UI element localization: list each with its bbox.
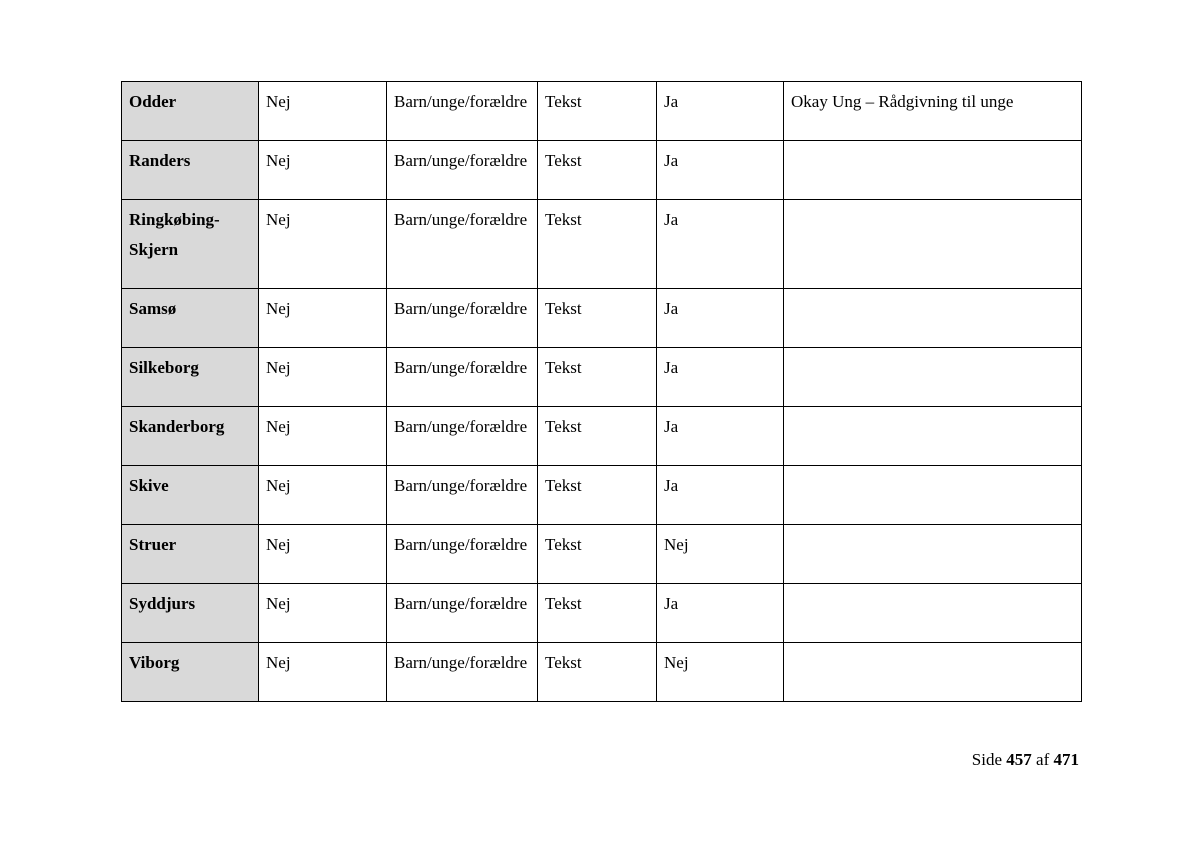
table-cell: Nej — [259, 141, 387, 200]
table-row — [122, 200, 1082, 289]
target-group-cell: Barn/unge/forældre — [387, 525, 538, 584]
table-cell: Nej — [259, 466, 387, 525]
table-row — [122, 525, 1082, 584]
table-cell: Ja — [657, 584, 784, 643]
target-group-cell: Barn/unge/forældre — [387, 466, 538, 525]
table-cell: Nej — [259, 407, 387, 466]
table-row — [122, 407, 1082, 466]
table-row — [122, 643, 1082, 702]
note-cell — [784, 200, 1082, 289]
target-group-cell: Barn/unge/forældre — [387, 289, 538, 348]
target-group-cell: Barn/unge/forældre — [387, 141, 538, 200]
table-cell: Nej — [259, 82, 387, 141]
table-cell: Nej — [259, 200, 387, 289]
table-cell: Ja — [657, 466, 784, 525]
municipality-cell: Syddjurs — [122, 584, 259, 643]
table-cell: Ja — [657, 289, 784, 348]
format-cell: Tekst — [538, 348, 657, 407]
municipality-table — [121, 81, 1082, 702]
table-row — [122, 348, 1082, 407]
municipality-cell: Silkeborg — [122, 348, 259, 407]
note-cell — [784, 348, 1082, 407]
note-cell — [784, 141, 1082, 200]
format-cell: Tekst — [538, 643, 657, 702]
municipality-cell: Samsø — [122, 289, 259, 348]
table-cell: Nej — [259, 525, 387, 584]
table-cell: Ja — [657, 200, 784, 289]
table-cell: Nej — [657, 525, 784, 584]
format-cell: Tekst — [538, 200, 657, 289]
target-group-cell: Barn/unge/forældre — [387, 643, 538, 702]
target-group-cell: Barn/unge/forældre — [387, 407, 538, 466]
table-cell: Nej — [259, 289, 387, 348]
table-row — [122, 82, 1082, 141]
municipality-cell: Randers — [122, 141, 259, 200]
table-cell: Nej — [259, 584, 387, 643]
note-cell: Okay Ung – Rådgivning til unge — [784, 82, 1082, 141]
note-cell — [784, 466, 1082, 525]
format-cell: Tekst — [538, 82, 657, 141]
target-group-cell: Barn/unge/forældre — [387, 82, 538, 141]
total-page-count: 471 — [1053, 750, 1079, 769]
target-group-cell: Barn/unge/forældre — [387, 584, 538, 643]
table-cell: Nej — [259, 643, 387, 702]
municipality-cell: Skive — [122, 466, 259, 525]
page-label: Side — [971, 750, 1003, 769]
format-cell: Tekst — [538, 584, 657, 643]
table-cell: Ja — [657, 348, 784, 407]
table-cell: Ja — [657, 82, 784, 141]
page-separator: af — [1036, 750, 1050, 769]
table-row — [122, 584, 1082, 643]
municipality-cell: Odder — [122, 82, 259, 141]
note-cell — [784, 289, 1082, 348]
format-cell: Tekst — [538, 407, 657, 466]
format-cell: Tekst — [538, 289, 657, 348]
table-cell: Ja — [657, 141, 784, 200]
municipality-cell: Struer — [122, 525, 259, 584]
note-cell — [784, 525, 1082, 584]
municipality-cell: Ringkøbing-Skjern — [122, 200, 259, 289]
format-cell: Tekst — [538, 141, 657, 200]
table-row — [122, 466, 1082, 525]
format-cell: Tekst — [538, 466, 657, 525]
page-number-footer — [972, 748, 1079, 772]
table-cell: Nej — [259, 348, 387, 407]
note-cell — [784, 407, 1082, 466]
table-row — [122, 289, 1082, 348]
target-group-cell: Barn/unge/forældre — [387, 200, 538, 289]
current-page-number: 457 — [1006, 750, 1032, 769]
municipality-cell: Viborg — [122, 643, 259, 702]
table-cell: Nej — [657, 643, 784, 702]
table-cell: Ja — [657, 407, 784, 466]
table-row — [122, 141, 1082, 200]
target-group-cell: Barn/unge/forældre — [387, 348, 538, 407]
municipality-cell: Skanderborg — [122, 407, 259, 466]
note-cell — [784, 584, 1082, 643]
format-cell: Tekst — [538, 525, 657, 584]
note-cell — [784, 643, 1082, 702]
